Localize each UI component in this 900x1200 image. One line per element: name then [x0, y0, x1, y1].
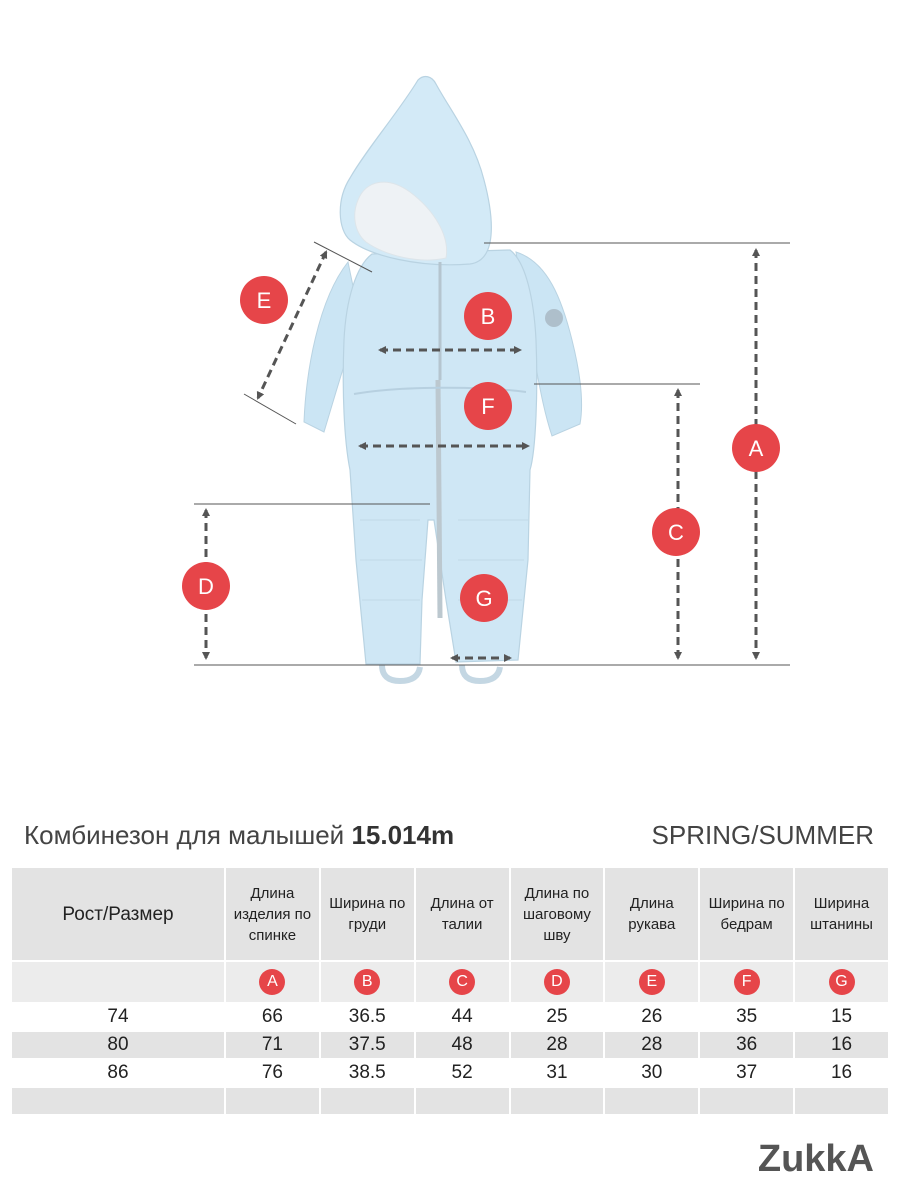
marker-f — [464, 382, 512, 430]
table-header-row — [12, 868, 888, 960]
value-cell: 16 — [830, 1062, 853, 1083]
marker-b — [464, 292, 512, 340]
season-label: SPRING/SUMMER — [651, 820, 874, 850]
svg-text:B: B — [480, 304, 496, 329]
value-cell: 15 — [830, 1006, 853, 1027]
marker-e — [240, 276, 288, 324]
value-cell: 52 — [451, 1062, 473, 1083]
letter-badge-d: D — [544, 969, 570, 995]
letter-badge-f: F — [734, 969, 760, 995]
value-cell: 26 — [641, 1006, 663, 1027]
column-header-d: Длина по шаговому шву — [511, 868, 604, 960]
size-column-header: Рост/Размер — [12, 868, 224, 960]
value-cell: 36.5 — [348, 1006, 386, 1027]
letter-badge-b: B — [354, 969, 380, 995]
size-cell: 80 — [12, 1032, 224, 1058]
svg-text:F: F — [481, 394, 495, 419]
product-name: Комбинезон для малышей — [24, 820, 345, 850]
brand-logo: ZukkA — [757, 1138, 874, 1180]
table-row — [12, 1060, 888, 1086]
letter-badge-e: E — [639, 969, 665, 995]
svg-text:G: G — [475, 586, 493, 611]
table-row — [12, 1032, 888, 1058]
column-header-c: Длина от талии — [416, 868, 509, 960]
value-cell: 28 — [605, 1032, 698, 1058]
svg-text:E: E — [256, 288, 272, 313]
value-cell: 66 — [261, 1006, 283, 1027]
value-cell: 16 — [795, 1032, 888, 1058]
value-cell: 37.5 — [321, 1032, 414, 1058]
value-cell: 48 — [416, 1032, 509, 1058]
svg-text:A: A — [748, 436, 764, 461]
value-cell: 35 — [736, 1006, 758, 1027]
table-empty-row — [12, 1088, 888, 1114]
letter-badge-c: C — [449, 969, 475, 995]
marker-a — [732, 424, 780, 472]
table-letter-row — [12, 962, 888, 1002]
size-table — [10, 866, 890, 1116]
value-cell: 36 — [700, 1032, 793, 1058]
value-cell: 28 — [511, 1032, 604, 1058]
column-header-g: Ширина штанины — [795, 868, 888, 960]
column-header-f: Ширина по бедрам — [700, 868, 793, 960]
value-cell: 37 — [736, 1062, 758, 1083]
value-cell: 31 — [546, 1062, 568, 1083]
value-cell: 76 — [261, 1062, 283, 1083]
svg-text:D: D — [198, 574, 214, 599]
value-cell: 71 — [226, 1032, 319, 1058]
letter-badge-g: G — [829, 969, 855, 995]
product-code: 15.014m — [351, 820, 455, 850]
size-cell: 74 — [107, 1006, 129, 1027]
marker-g — [460, 574, 508, 622]
column-header-b: Ширина по груди — [321, 868, 414, 960]
value-cell: 30 — [641, 1062, 663, 1083]
column-header-a: Длина изделия по спинке — [226, 868, 319, 960]
value-cell: 44 — [451, 1006, 473, 1027]
value-cell: 38.5 — [348, 1062, 386, 1083]
marker-c — [652, 508, 700, 556]
column-header-e: Длина рукава — [605, 868, 698, 960]
size-cell: 86 — [107, 1062, 129, 1083]
table-row — [12, 1004, 888, 1030]
jumpsuit-illustration — [304, 77, 582, 681]
product-title — [24, 820, 454, 851]
svg-text:C: C — [668, 520, 684, 545]
marker-d — [182, 562, 230, 610]
letter-badge-a: A — [259, 969, 285, 995]
value-cell: 25 — [546, 1006, 568, 1027]
